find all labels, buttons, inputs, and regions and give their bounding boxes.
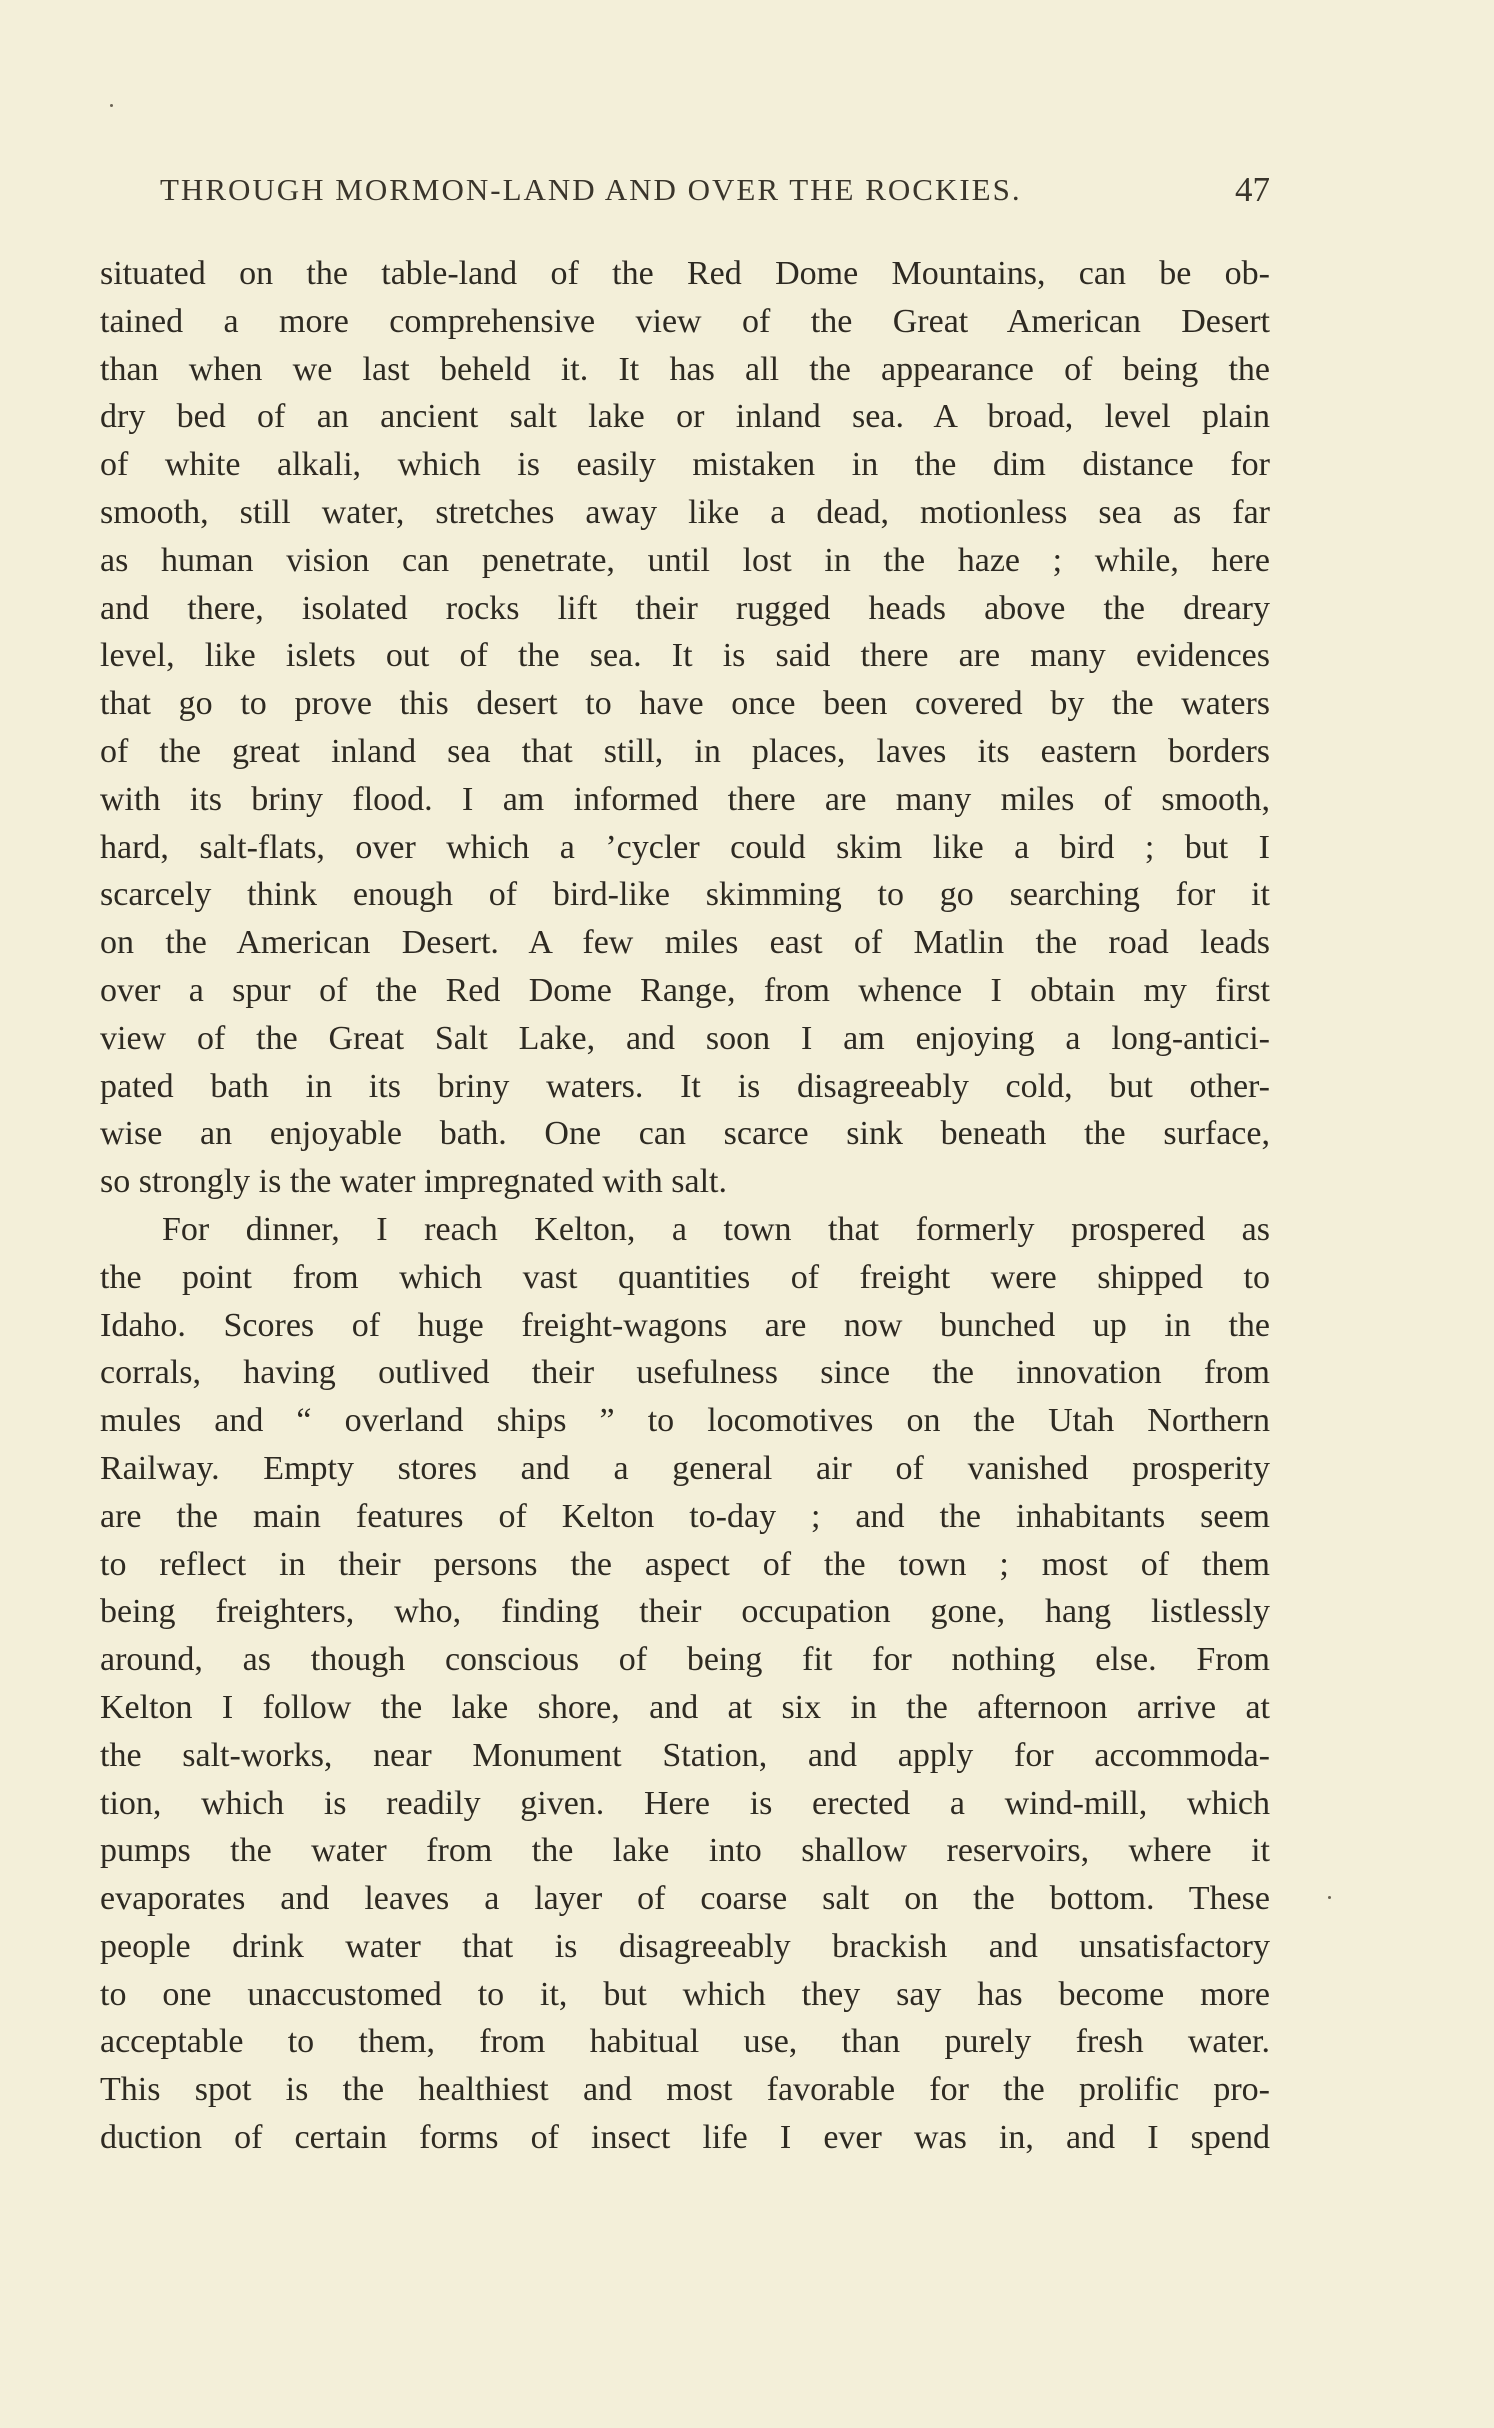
text-line: pated bath in its briny waters. It is disagreeably cold, but other- bbox=[100, 1067, 1270, 1105]
text-line: on the American Desert. A few miles east of Matlin the road leads bbox=[100, 924, 1270, 962]
text-line: than when we last beheld it. It has all the appearance of being the bbox=[100, 350, 1270, 388]
text-line: to one unaccustomed to it, but which they say has become more bbox=[100, 1975, 1270, 2013]
text-line: that go to prove this desert to have once been covered by the waters bbox=[100, 685, 1270, 723]
text-line: level, like islets out of the sea. It is said there are many evidences bbox=[100, 637, 1270, 675]
text-line: are the main features of Kelton to-day ; and the inhabitants seem bbox=[100, 1497, 1270, 1535]
text-line: with its briny flood. I am informed there are many miles of smooth, bbox=[100, 780, 1270, 818]
text-line: of the great inland sea that still, in places, laves its eastern borders bbox=[100, 732, 1270, 770]
text-line: as human vision can penetrate, until lost in the haze ; while, here bbox=[100, 541, 1270, 579]
text-line: pumps the water from the lake into shallow reservoirs, where it bbox=[100, 1832, 1270, 1870]
text-line: over a spur of the Red Dome Range, from whence I obtain my first bbox=[100, 971, 1270, 1009]
text-line: smooth, still water, stretches away like a dead, motionless sea as far bbox=[100, 493, 1270, 531]
running-head bbox=[160, 172, 1270, 216]
text-line: wise an enjoyable bath. One can scarce sink beneath the surface, bbox=[100, 1115, 1270, 1153]
paper-speck bbox=[1328, 1896, 1331, 1899]
page-number: 47 bbox=[1235, 170, 1270, 209]
text-line: evaporates and leaves a layer of coarse salt on the bottom. These bbox=[100, 1880, 1270, 1918]
text-line: scarcely think enough of bird-like skimming to go searching for it bbox=[100, 876, 1270, 914]
text-line: tained a more comprehensive view of the Great American Desert bbox=[100, 302, 1270, 340]
text-line: Railway. Empty stores and a general air of vanished prosperity bbox=[100, 1449, 1270, 1487]
text-line: Idaho. Scores of huge freight-wagons are now bunched up in the bbox=[100, 1306, 1270, 1344]
text-line: the salt-works, near Monument Station, and apply for accommoda- bbox=[100, 1736, 1270, 1774]
body-text bbox=[100, 250, 1270, 2162]
text-line: This spot is the healthiest and most favorable for the prolific pro- bbox=[100, 2071, 1270, 2109]
text-line: view of the Great Salt Lake, and soon I am enjoying a long-antici- bbox=[100, 1019, 1270, 1057]
text-line: situated on the table-land of the Red Dome Mountains, can be ob- bbox=[100, 255, 1270, 292]
text-line: Kelton I follow the lake shore, and at six in the afternoon arrive at bbox=[100, 1688, 1270, 1726]
text-line: and there, isolated rocks lift their rugged heads above the dreary bbox=[100, 589, 1270, 627]
text-line: duction of certain forms of insect life I ever was in, and I spend bbox=[100, 2119, 1270, 2157]
running-title: THROUGH MORMON-LAND AND OVER THE ROCKIES. bbox=[160, 172, 1022, 207]
text-line: being freighters, who, finding their occupation gone, hang listlessly bbox=[100, 1593, 1270, 1631]
text-line-paragraph-end: so strongly is the water impregnated with salt. bbox=[100, 1163, 727, 1201]
text-line: dry bed of an ancient salt lake or inland sea. A broad, level plain bbox=[100, 398, 1270, 436]
text-line: of white alkali, which is easily mistaken in the dim distance for bbox=[100, 446, 1270, 484]
paper-speck bbox=[110, 104, 113, 107]
text-line: around, as though conscious of being fit for nothing else. From bbox=[100, 1641, 1270, 1679]
text-line: to reflect in their persons the aspect of the town ; most of them bbox=[100, 1545, 1270, 1583]
text-line: tion, which is readily given. Here is erected a wind-mill, which bbox=[100, 1784, 1270, 1822]
text-line: hard, salt-flats, over which a ’cycler could skim like a bird ; but I bbox=[100, 828, 1270, 866]
text-line-paragraph-start: For dinner, I reach Kelton, a town that formerly prospered as bbox=[162, 1210, 1270, 1248]
text-line: acceptable to them, from habitual use, than purely fresh water. bbox=[100, 2023, 1270, 2061]
text-line: people drink water that is disagreeably brackish and unsatisfactory bbox=[100, 1927, 1270, 1965]
text-line: the point from which vast quantities of freight were shipped to bbox=[100, 1258, 1270, 1296]
text-line: corrals, having outlived their usefulness since the innovation from bbox=[100, 1354, 1270, 1392]
text-line: mules and “ overland ships ” to locomotives on the Utah Northern bbox=[100, 1402, 1270, 1440]
